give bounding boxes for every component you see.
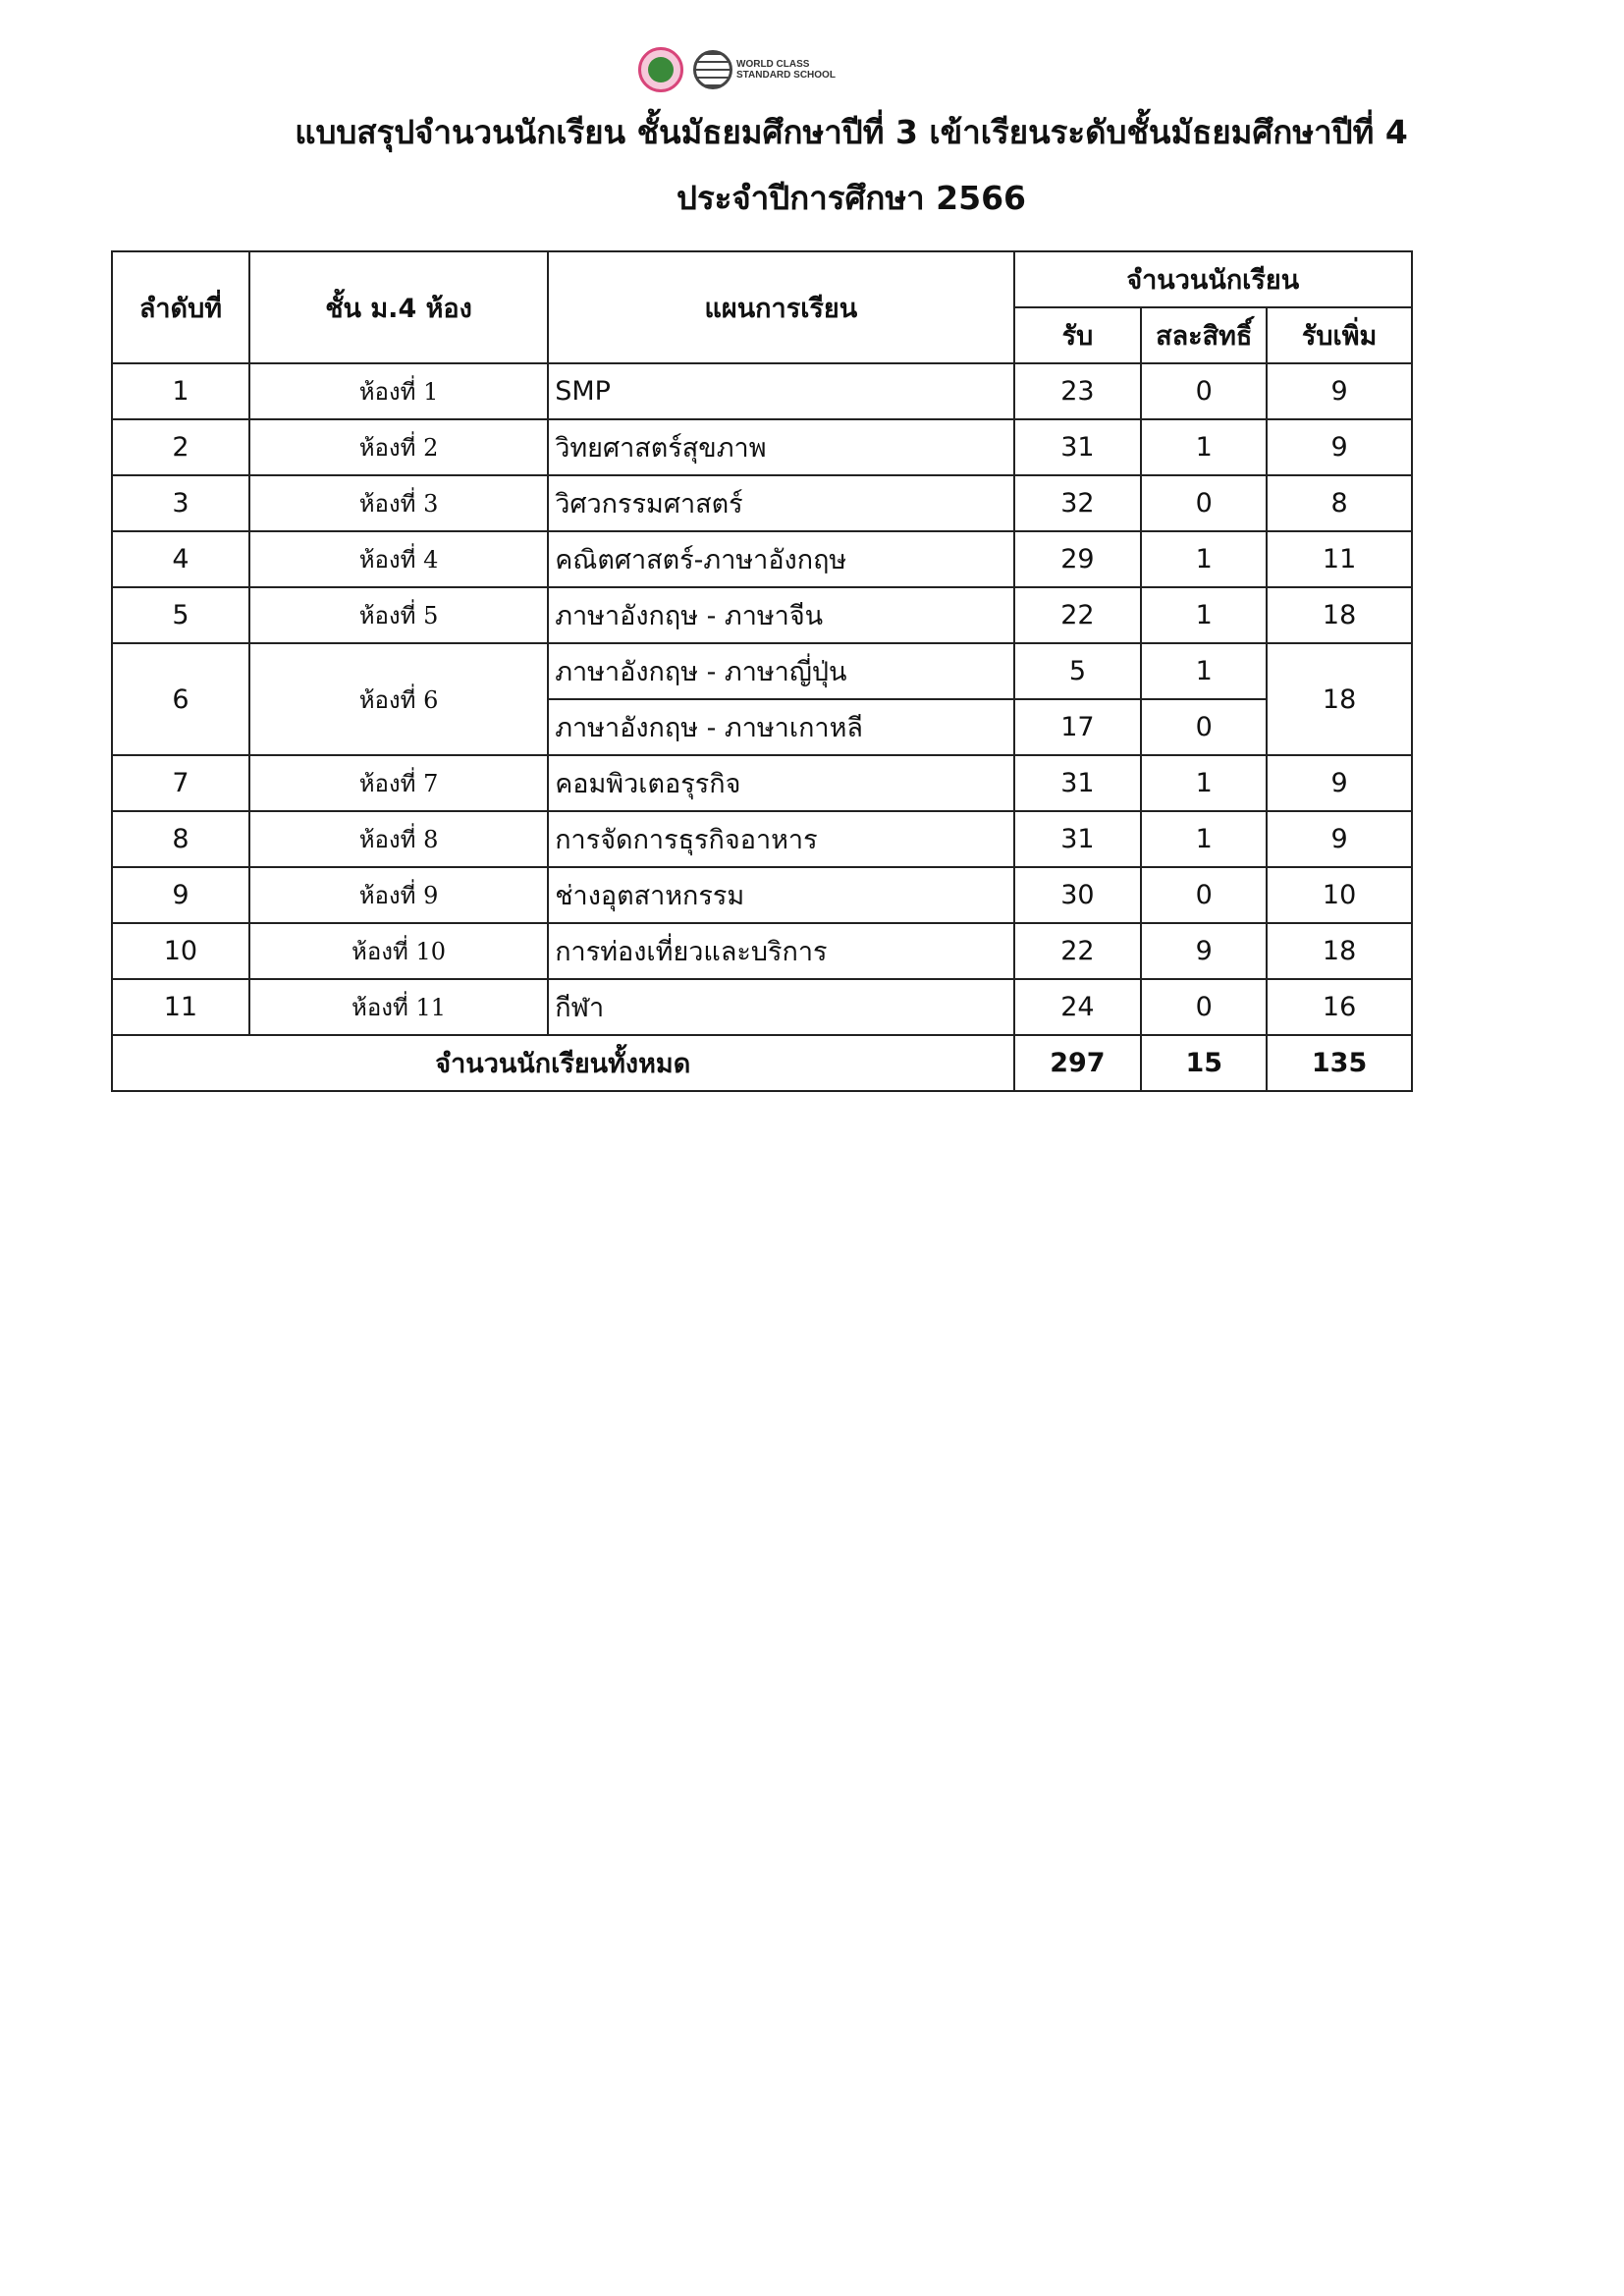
wcs-logo-text-2: STANDARD SCHOOL [736, 70, 836, 81]
header-waive: สละสิทธิ์ [1141, 307, 1267, 363]
plan-cell: วิศวกรรมศาสตร์ [548, 475, 1013, 531]
room-cell: ห้องที่ 9 [249, 867, 548, 923]
table-row [112, 979, 1412, 1035]
table-row [112, 419, 1412, 475]
table-row [112, 475, 1412, 531]
waive-cell: 1 [1141, 587, 1267, 643]
extra-cell: 18 [1267, 643, 1412, 755]
extra-cell: 9 [1267, 811, 1412, 867]
extra-cell: 18 [1267, 587, 1412, 643]
table-row [112, 811, 1412, 867]
order-cell: 9 [112, 867, 249, 923]
total-label: จำนวนนักเรียนทั้งหมด [112, 1035, 1014, 1091]
plan-cell: กีฬา [548, 979, 1013, 1035]
accept-cell: 30 [1014, 867, 1142, 923]
header-accept: รับ [1014, 307, 1142, 363]
header-extra: รับเพิ่ม [1267, 307, 1412, 363]
accept-cell: 23 [1014, 363, 1142, 419]
accept-cell: 5 [1014, 643, 1142, 699]
room-cell: ห้องที่ 4 [249, 531, 548, 587]
total-row [112, 1035, 1412, 1091]
order-cell: 8 [112, 811, 249, 867]
room-cell: ห้องที่ 2 [249, 419, 548, 475]
total-accept: 297 [1014, 1035, 1142, 1091]
plan-cell: วิทยศาสตร์สุขภาพ [548, 419, 1013, 475]
table-row [112, 755, 1412, 811]
table-row-6a [112, 643, 1412, 699]
table-row [112, 867, 1412, 923]
waive-cell: 1 [1141, 643, 1267, 699]
school-seal-icon [638, 47, 683, 92]
waive-cell: 1 [1141, 419, 1267, 475]
academic-year-title: ประจำปีการศึกษา 2566 [677, 179, 1026, 217]
order-cell: 3 [112, 475, 249, 531]
extra-cell: 18 [1267, 923, 1412, 979]
accept-cell: 31 [1014, 755, 1142, 811]
order-cell: 7 [112, 755, 249, 811]
extra-cell: 8 [1267, 475, 1412, 531]
header-logos [638, 47, 836, 92]
plan-cell: SMP [548, 363, 1013, 419]
student-summary-table [111, 250, 1413, 1092]
accept-cell: 17 [1014, 699, 1142, 755]
extra-cell: 9 [1267, 755, 1412, 811]
accept-cell: 24 [1014, 979, 1142, 1035]
header-students: จำนวนนักเรียน [1014, 251, 1413, 307]
plan-cell: การท่องเที่ยวและบริการ [548, 923, 1013, 979]
table-row [112, 363, 1412, 419]
extra-cell: 16 [1267, 979, 1412, 1035]
extra-cell: 9 [1267, 363, 1412, 419]
total-waive: 15 [1141, 1035, 1267, 1091]
room-cell: ห้องที่ 10 [249, 923, 548, 979]
order-cell: 2 [112, 419, 249, 475]
plan-cell: คอมพิวเตอรุรกิจ [548, 755, 1013, 811]
accept-cell: 31 [1014, 811, 1142, 867]
world-class-standard-logo [693, 50, 836, 89]
globe-icon [693, 50, 732, 89]
order-cell: 4 [112, 531, 249, 587]
plan-cell: ภาษาอังกฤษ - ภาษาจีน [548, 587, 1013, 643]
waive-cell: 1 [1141, 811, 1267, 867]
accept-cell: 22 [1014, 923, 1142, 979]
waive-cell: 9 [1141, 923, 1267, 979]
table-row [112, 587, 1412, 643]
order-cell: 10 [112, 923, 249, 979]
accept-cell: 22 [1014, 587, 1142, 643]
extra-cell: 10 [1267, 867, 1412, 923]
plan-cell: ภาษาอังกฤษ - ภาษาญี่ปุ่น [548, 643, 1013, 699]
header-plan: แผนการเรียน [548, 251, 1013, 363]
waive-cell: 0 [1141, 699, 1267, 755]
header-room: ชั้น ม.4 ห้อง [249, 251, 548, 363]
header-order: ลำดับที่ [112, 251, 249, 363]
order-cell: 6 [112, 643, 249, 755]
room-cell: ห้องที่ 5 [249, 587, 548, 643]
room-cell: ห้องที่ 1 [249, 363, 548, 419]
document-title: แบบสรุปจำนวนนักเรียน ชั้นมัธยมศึกษาปีที่ 3 เข้าเรียนระดับชั้นมัธยมศึกษาปีที่ 4 [295, 113, 1408, 151]
waive-cell: 1 [1141, 531, 1267, 587]
waive-cell: 0 [1141, 979, 1267, 1035]
order-cell: 1 [112, 363, 249, 419]
accept-cell: 29 [1014, 531, 1142, 587]
room-cell: ห้องที่ 8 [249, 811, 548, 867]
order-cell: 5 [112, 587, 249, 643]
plan-cell: ช่างอุตสาหกรรม [548, 867, 1013, 923]
plan-cell: คณิตศาสตร์-ภาษาอังกฤษ [548, 531, 1013, 587]
room-cell: ห้องที่ 6 [249, 643, 548, 755]
table-row [112, 923, 1412, 979]
order-cell: 11 [112, 979, 249, 1035]
extra-cell: 9 [1267, 419, 1412, 475]
total-extra: 135 [1267, 1035, 1412, 1091]
plan-cell: การจัดการธุรกิจอาหาร [548, 811, 1013, 867]
waive-cell: 0 [1141, 867, 1267, 923]
table-row [112, 531, 1412, 587]
accept-cell: 31 [1014, 419, 1142, 475]
room-cell: ห้องที่ 7 [249, 755, 548, 811]
room-cell: ห้องที่ 11 [249, 979, 548, 1035]
extra-cell: 11 [1267, 531, 1412, 587]
waive-cell: 0 [1141, 363, 1267, 419]
accept-cell: 32 [1014, 475, 1142, 531]
waive-cell: 1 [1141, 755, 1267, 811]
room-cell: ห้องที่ 3 [249, 475, 548, 531]
wcs-logo-text-1: WORLD CLASS [736, 59, 810, 70]
plan-cell: ภาษาอังกฤษ - ภาษาเกาหลี [548, 699, 1013, 755]
waive-cell: 0 [1141, 475, 1267, 531]
